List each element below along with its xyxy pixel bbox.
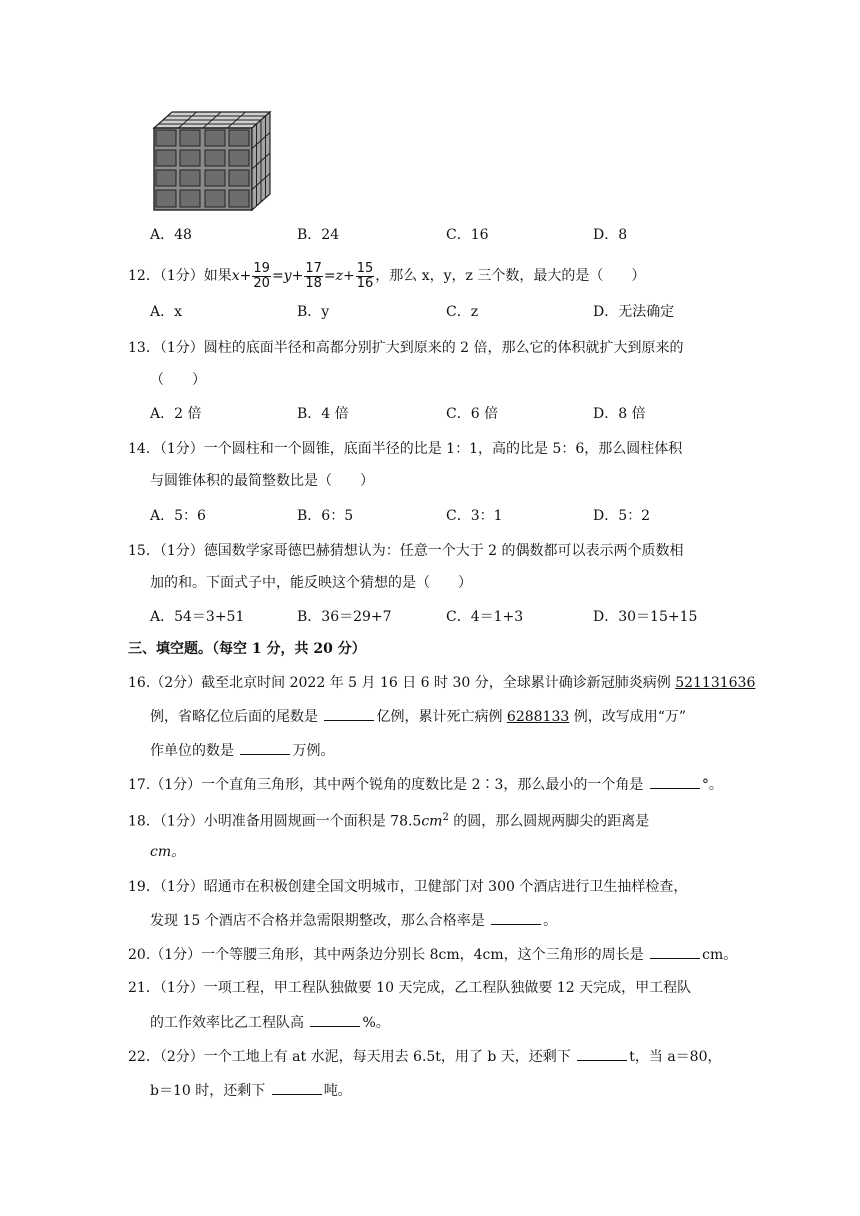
q12-text-post: ，那么 x，y，z 三个数，最大的是（ ） — [375, 268, 646, 284]
q12-option-b[interactable]: B．y — [297, 304, 330, 320]
q13-option-d[interactable]: D．8 倍 — [593, 406, 646, 422]
q12-equals-2: = — [323, 268, 336, 284]
q12-var-y: y — [283, 268, 292, 284]
q22-text-1: 22．（2分）一个工地上有 at 水泥，每天用去 6.5t，用了 b 天，还剩下 — [128, 1049, 576, 1065]
q14-option-c[interactable]: C．3：1 — [446, 508, 503, 524]
q11-option-d[interactable]: D．8 — [593, 227, 628, 243]
q18-stem-line1 — [128, 808, 649, 832]
section-title-fill-in: 三、填空题。（每空 1 分，共 20 分） — [128, 641, 366, 657]
q22-text-3: b＝10 时，还剩下 — [150, 1083, 270, 1099]
q15-stem-line1: 15．（1分）德国数学家哥德巴赫猜想认为：任意一个大于 2 的偶数都可以表示两个质数相 — [128, 543, 684, 559]
q13-option-a[interactable]: A．2 倍 — [150, 406, 202, 422]
q12-fraction-2 — [304, 262, 323, 291]
q16-stem-line1 — [128, 673, 755, 693]
q22-answer-blank-2[interactable] — [272, 1080, 322, 1095]
q21-text-3: %。 — [362, 1015, 390, 1031]
q16-answer-blank-2[interactable] — [240, 740, 290, 755]
q12-fraction-3-denominator: 16 — [356, 275, 374, 291]
q11-option-a[interactable]: A．48 — [150, 227, 192, 243]
q15-option-b[interactable]: B．36＝29+7 — [297, 609, 392, 625]
q16-answer-blank-1[interactable] — [324, 706, 374, 721]
q16-text-3: 亿例，累计死亡病例 — [376, 709, 507, 725]
q14-stem-line1: 14．（1分）一个圆柱和一个圆锥，底面半径的比是 1：1，高的比是 5：6，那么圆柱体积 — [128, 441, 683, 457]
q17-text-1: 17.（1分）一个直角三角形，其中两个锐角的度数比是 2∶3，那么最小的一个角是 — [128, 777, 648, 793]
q18-text-1: 18．（1分）小明准备用圆规画一个面积是 78.5 — [128, 813, 422, 830]
q13-option-b[interactable]: B．4 倍 — [297, 406, 349, 422]
q12-option-c[interactable]: C．z — [446, 304, 479, 320]
q21-stem-line2 — [150, 1012, 390, 1033]
q15-option-d[interactable]: D．30＝15+15 — [593, 609, 698, 625]
q12-var-x: x — [231, 268, 240, 284]
q14-option-b[interactable]: B．6：5 — [297, 508, 354, 524]
q16-stem-line2 — [150, 706, 686, 727]
q18-text-2: 的圆，那么圆规两脚尖的距离是 — [448, 813, 650, 830]
q19-text-2: 发现 15 个酒店不合格并急需限期整改，那么合格率是 — [150, 913, 490, 929]
q16-text-5: 作单位的数是 — [150, 743, 239, 759]
q13-stem-line2: （ ） — [150, 372, 206, 388]
q16-text-2: 例，省略亿位后面的尾数是 — [150, 709, 323, 725]
q12-fraction-3-numerator: 15 — [356, 260, 374, 276]
q15-stem-line2: 加的和。下面式子中，能反映这个猜想的是（ ） — [150, 575, 472, 591]
q22-text-4: 吨。 — [323, 1083, 352, 1099]
q12-equals-1: = — [271, 268, 284, 284]
q12-option-a[interactable]: A．x — [150, 304, 183, 320]
q12-plus-3: + — [343, 268, 355, 284]
q17-text-2: °。 — [701, 777, 723, 793]
q14-option-d[interactable]: D．5：2 — [593, 508, 651, 524]
q15-option-c[interactable]: C．4＝1+3 — [446, 609, 524, 625]
q13-option-c[interactable]: C．6 倍 — [446, 406, 499, 422]
q12-fraction-2-numerator: 17 — [305, 260, 322, 276]
q16-text-4: 例，改写成用“万” — [569, 709, 687, 725]
q17-answer-blank[interactable] — [650, 774, 700, 789]
q11-option-b[interactable]: B．24 — [297, 227, 340, 243]
q18-unit: cm — [421, 813, 443, 830]
q12-fraction-1-denominator: 20 — [253, 275, 270, 291]
q19-stem-line1: 19．（1分）昭通市在积极创建全国文明城市，卫健部门对 300 个酒店进行卫生抽样检查， — [128, 879, 688, 895]
q15-option-a[interactable]: A．54＝3+51 — [150, 609, 245, 625]
q16-text-6: 万例。 — [292, 743, 335, 759]
q12-fraction-1 — [252, 262, 271, 291]
q12-fraction-3 — [356, 262, 375, 291]
q21-answer-blank[interactable] — [310, 1012, 360, 1027]
q18-unit-superscript: 2 — [442, 812, 449, 823]
q12-var-z: z — [335, 268, 343, 284]
q16-case-count: 521131636 — [675, 675, 756, 691]
q19-text-3: 。 — [543, 913, 558, 929]
q16-stem-line3 — [150, 740, 334, 761]
q22-text-2: t，当 a＝80， — [629, 1049, 722, 1065]
q12-plus-1: + — [239, 268, 252, 284]
q16-text-1: 16.（2分）截至北京时间 2022 年 5 月 16 日 6 时 30 分，全球累计确诊新冠肺炎病例 — [128, 675, 676, 691]
q12-stem — [128, 260, 645, 292]
q12-text-pre: 如果 — [203, 268, 232, 284]
q14-option-a[interactable]: A．5：6 — [150, 508, 206, 524]
q12-fraction-1-numerator: 19 — [253, 260, 270, 276]
q20-text-1: 20.（1分）一个等腰三角形，其中两条边分别长 8cm，4cm，这个三角形的周长是 — [128, 947, 649, 963]
q19-stem-line2 — [150, 910, 557, 931]
q19-answer-blank[interactable] — [491, 910, 541, 925]
q22-stem-line2 — [150, 1080, 352, 1101]
q20-answer-blank[interactable] — [650, 944, 700, 959]
q12-plus-2: + — [291, 268, 304, 284]
q12-score: （1分） — [159, 268, 204, 284]
q22-answer-blank-1[interactable] — [577, 1046, 627, 1061]
q12-fraction-2-denominator: 18 — [305, 275, 322, 291]
q16-death-count: 6288133 — [506, 709, 570, 725]
q21-stem-line1: 21．（1分）一项工程，甲工程队独做要 10 天完成，乙工程队独做要 12 天完成，甲工程队 — [128, 980, 692, 996]
q20-stem — [128, 944, 737, 965]
q14-stem-line2: 与圆锥体积的最简整数比是（ ） — [150, 473, 374, 489]
q18-stem-line2 — [150, 842, 185, 862]
q17-stem — [128, 774, 723, 795]
cube-stack-figure — [150, 108, 275, 213]
q12-option-d[interactable]: D．无法确定 — [593, 304, 675, 320]
q11-option-c[interactable]: C．16 — [446, 227, 489, 243]
q20-text-2: cm。 — [702, 947, 738, 963]
q12-number: 12． — [128, 268, 160, 284]
q13-stem-line1: 13．（1分）圆柱的底面半径和高都分别扩大到原来的 2 倍，那么它的体积就扩大到原来的 — [128, 340, 684, 356]
q22-stem-line1 — [128, 1046, 722, 1067]
q18-text-3: cm。 — [150, 844, 186, 860]
q21-text-2: 的工作效率比乙工程队高 — [150, 1015, 309, 1031]
cube-stack-icon — [150, 108, 275, 213]
